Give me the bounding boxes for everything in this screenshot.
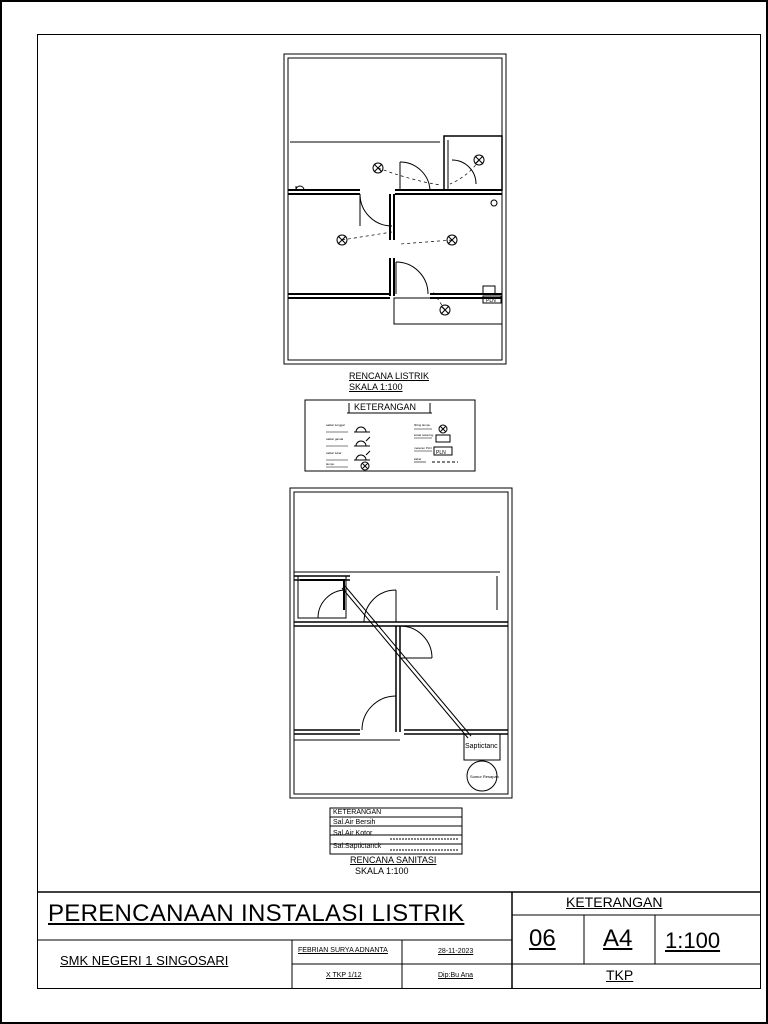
legend-listrik-item: kotak sekering [414,433,434,437]
legend-listrik-item: kabel [414,457,422,461]
drawing-date: 28-11-2023 [438,948,474,955]
legend-listrik-title: KETERANGAN [354,402,417,412]
legend-listrik-item: saklar tunggal [326,423,345,427]
legend-listrik-item: saklar tukar [326,451,342,455]
department-label: TKP [606,967,634,983]
legend-listrik-item: fitting lampu [414,423,431,427]
sumur-resapan-label: Sumur Resapan [470,774,499,779]
plan-listrik-title: RENCANA LISTRIK [349,371,430,381]
sheet-number: 06 [529,925,556,952]
pln-meter-label: PLN [486,298,496,304]
school-name: SMK NEGERI 1 SINGOSARI [60,953,229,968]
legend-listrik-item: saklar ganda [326,437,344,441]
legend-sanitasi-item: Sal.Air Kotor [333,830,373,837]
legend-listrik-item: meteran PLN [414,446,432,450]
student-name: FEBRIAN SURYA ADNANTA [298,947,388,954]
paper-size: A4 [603,925,633,952]
teacher-name: Dip:Bu Ana [438,972,474,979]
legend-sanitasi-item: Sal.Saptictanck [333,843,382,850]
legend-listrik-item: lampu [326,462,335,466]
septic-tank-label: Saptictanc [465,743,498,750]
legend-pln-label: PLN [436,450,446,456]
sanitation-floor-plan [290,488,512,798]
electrical-floor-plan [284,54,506,364]
legend-sanitasi-title: KETERANGAN [333,809,382,816]
plan-sanitasi-scale: SKALA 1:100 [355,866,409,876]
class-code: X TKP 1/12 [326,972,362,979]
plan-sanitasi-title: RENCANA SANITASI [350,855,437,865]
plan-listrik-scale: SKALA 1:100 [349,382,403,392]
drawing-scale: 1:100 [665,928,721,953]
main-title: PERENCANAAN INSTALASI LISTRIK [48,900,465,927]
keterangan-label: KETERANGAN [566,894,663,910]
legend-sanitasi-item: Sal.Air Bersih [333,819,376,826]
